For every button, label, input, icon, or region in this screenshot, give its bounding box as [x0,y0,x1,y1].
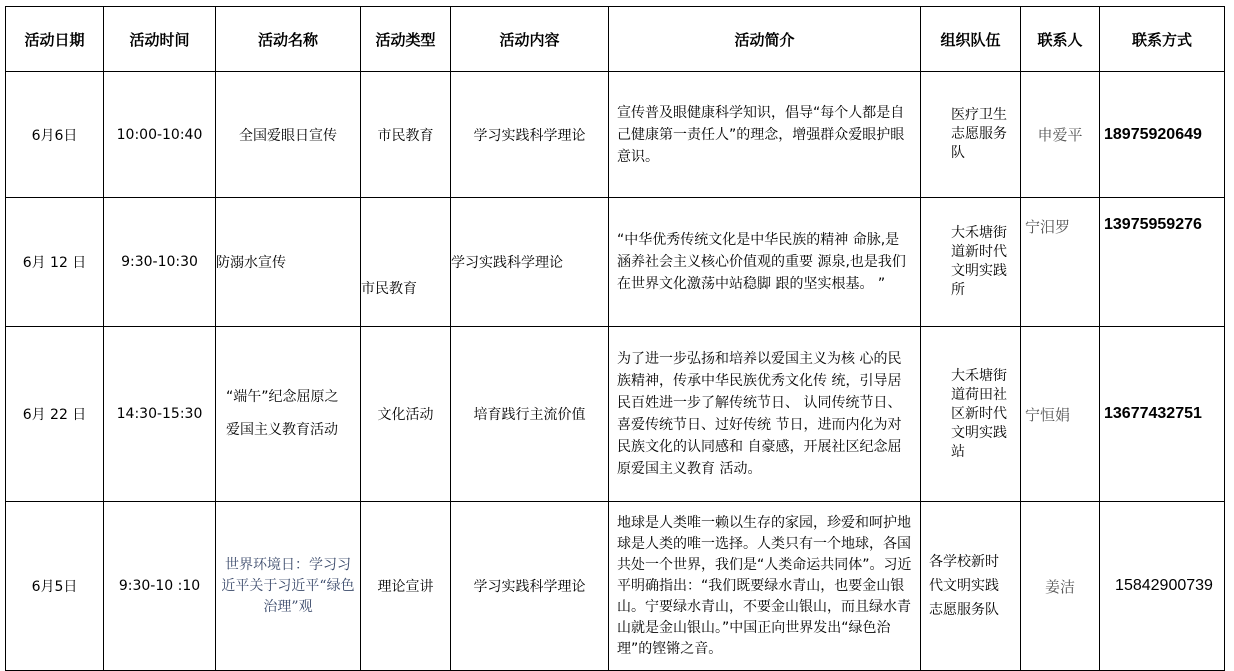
cell-phone: 13975959276 [1100,198,1225,327]
cell-name: “端午”纪念屈原之爱国主义教育活动 [216,327,361,502]
header-team: 组织队伍 [921,7,1021,72]
cell-intro: 宣传普及眼健康科学知识，倡导“每个人都是自己健康第一责任人”的理念，增强群众爱眼护眼意识。 [609,72,921,198]
table-row [6,327,1225,502]
cell-time: 14:30-15:30 [104,327,216,502]
header-intro: 活动简介 [609,7,921,72]
header-date: 活动日期 [6,7,104,72]
cell-type: 市民教育 [361,72,451,198]
cell-team: 医疗卫生志愿服务队 [921,72,1021,198]
table-row [6,72,1225,198]
cell-team: 各学校新时代文明实践志愿服务队 [921,502,1021,671]
header-content: 活动内容 [451,7,609,72]
table-row [6,198,1225,327]
cell-date: 6月6日 [6,72,104,198]
cell-contact: 申爱平 [1021,72,1100,198]
cell-content: 培育践行主流价值 [451,327,609,502]
cell-intro: 地球是人类唯一赖以生存的家园，珍爱和呵护地球是人类的唯一选择。人类只有一个地球，各国共处一个世界，我们是“人类命运共同体”。习近平明确指出：“我们既要绿水青山，也要金山银山。宁要绿水青山，不要金山银山，而且绿水青山就是金山银山。”中国正向世界发出“绿色治理”的铿锵之音。 [609,502,921,671]
cell-contact: 宁恒娟 [1021,327,1100,502]
cell-name: 全国爱眼日宣传 [216,72,361,198]
header-name: 活动名称 [216,7,361,72]
cell-name: 防溺水宣传 [216,198,361,327]
cell-date: 6月 12 日 [6,198,104,327]
cell-phone: 15842900739 [1100,502,1225,671]
cell-team: 大禾塘街道荷田社区新时代文明实践站 [921,327,1021,502]
activity-table [5,6,1225,671]
cell-phone: 13677432751 [1100,327,1225,502]
cell-type: 理论宣讲 [361,502,451,671]
table-row [6,502,1225,671]
cell-contact: 姜洁 [1021,502,1100,671]
cell-phone: 18975920649 [1100,72,1225,198]
cell-team: 大禾塘街道新时代文明实践所 [921,198,1021,327]
cell-content: 学习实践科学理论 [451,72,609,198]
cell-date: 6月5日 [6,502,104,671]
header-phone: 联系方式 [1100,7,1225,72]
cell-name: 世界环境日：学习习近平关于习近平“绿色治理”观 [216,502,361,671]
cell-type: 市民教育 [361,198,451,327]
cell-content: 学习实践科学理论 [451,198,609,327]
cell-intro: “中华优秀传统文化是中华民族的精神 命脉,是涵养社会主义核心价值观的重要 源泉,也是我们在世界文化激荡中站稳脚 跟的坚实根基。 ” [609,198,921,327]
header-contact: 联系人 [1021,7,1100,72]
cell-time: 9:30-10 :10 [104,502,216,671]
cell-time: 10:00-10:40 [104,72,216,198]
cell-content: 学习实践科学理论 [451,502,609,671]
cell-date: 6月 22 日 [6,327,104,502]
header-type: 活动类型 [361,7,451,72]
cell-type: 文化活动 [361,327,451,502]
header-row [6,7,1225,72]
cell-intro: 为了进一步弘扬和培养以爱国主义为核 心的民族精神，传承中华民族优秀文化传 统，引导居民百姓进一步了解传统节日、 认同传统节日、喜爱传统节日、过好传统 节日，进而内化为对民族文化的认同感和 自豪感，开展社区纪念屈原爱国主义教育 活动。 [609,327,921,502]
header-time: 活动时间 [104,7,216,72]
cell-time: 9:30-10:30 [104,198,216,327]
cell-contact: 宁汨罗 [1021,198,1100,327]
